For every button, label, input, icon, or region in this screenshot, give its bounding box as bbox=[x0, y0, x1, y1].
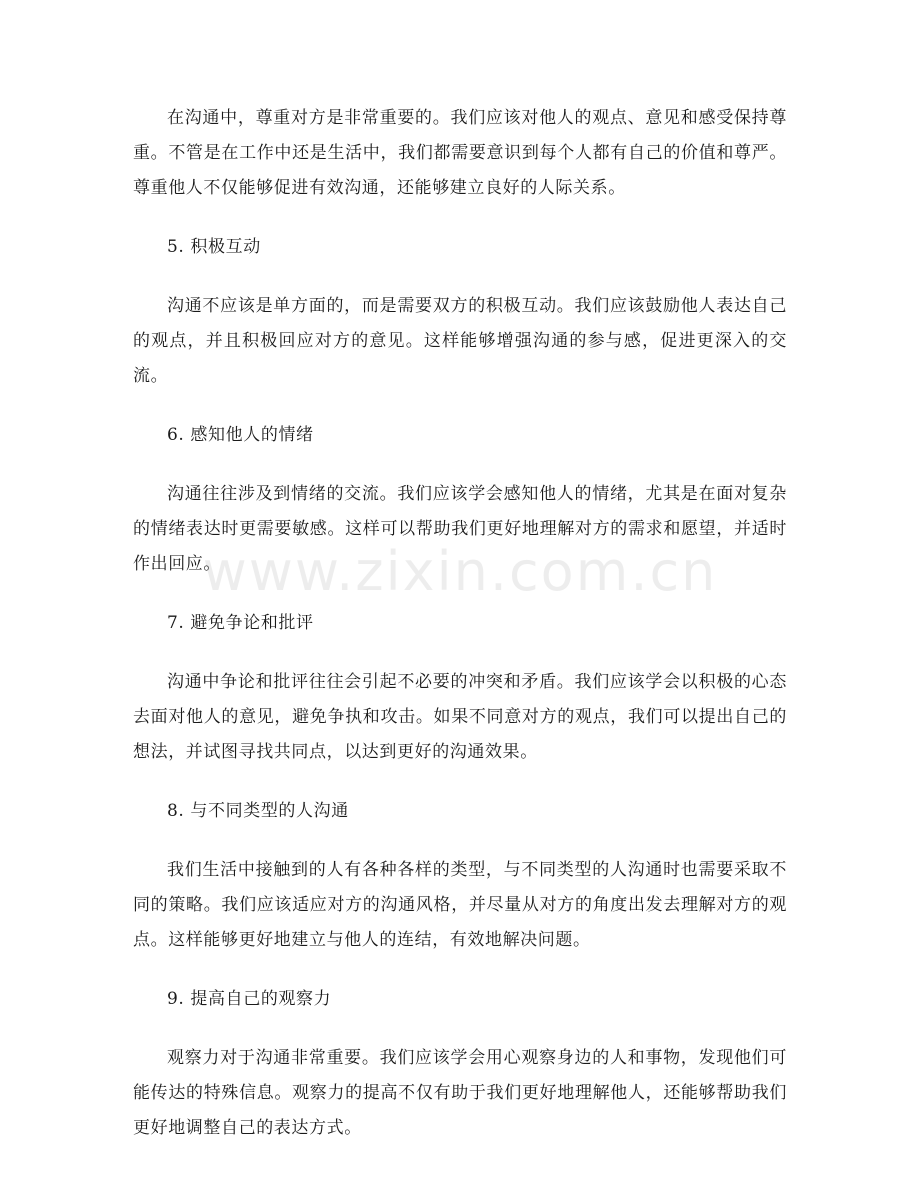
section-heading-6: 6. 感知他人的情绪 bbox=[167, 425, 314, 445]
paragraph-emotions: 沟通往往涉及到情绪的交流。我们应该学会感知他人的情绪，尤其是在面对复杂的情绪表达时更需要敏感。这样可以帮助我们更好地理解对方的需求和愿望，并适时作出回应。 bbox=[133, 484, 787, 574]
paragraph-observation: 观察力对于沟通非常重要。我们应该学会用心观察身边的人和事物，发现他们可能传达的特殊信息。观察力的提高不仅有助于我们更好地理解他人，还能够帮助我们更好地调整自己的表达方式。 bbox=[133, 1048, 787, 1138]
paragraph-avoid-arguments: 沟通中争论和批评往往会引起不必要的冲突和矛盾。我们应该学会以积极的心态去面对他人的意见，避免争执和攻击。如果不同意对方的观点，我们可以提出自己的想法，并试图寻找共同点，以达到更好的沟通效果。 bbox=[133, 672, 787, 762]
section-heading-8: 8. 与不同类型的人沟通 bbox=[167, 801, 349, 821]
document-body bbox=[133, 101, 787, 1170]
section-heading-9: 9. 提高自己的观察力 bbox=[167, 989, 332, 1009]
watermark-text: www.zixin.com.cn bbox=[202, 540, 718, 603]
paragraph-different-people: 我们生活中接触到的人有各种各样的类型，与不同类型的人沟通时也需要采取不同的策略。我们应该适应对方的沟通风格，并尽量从对方的角度出发去理解对方的观点。这样能够更好地建立与他人的连结，有效地解决问题。 bbox=[133, 860, 787, 950]
section-heading-7: 7. 避免争论和批评 bbox=[167, 613, 314, 633]
section-heading-5: 5. 积极互动 bbox=[167, 237, 261, 257]
paragraph-interaction: 沟通不应该是单方面的，而是需要双方的积极互动。我们应该鼓励他人表达自己的观点，并且积极回应对方的意见。这样能够增强沟通的参与感，促进更深入的交流。 bbox=[133, 296, 787, 386]
paragraph-respect: 在沟通中，尊重对方是非常重要的。我们应该对他人的观点、意见和感受保持尊重。不管是在工作中还是生活中，我们都需要意识到每个人都有自己的价值和尊严。尊重他人不仅能够促进有效沟通，还能够建立良好的人际关系。 bbox=[133, 108, 787, 198]
